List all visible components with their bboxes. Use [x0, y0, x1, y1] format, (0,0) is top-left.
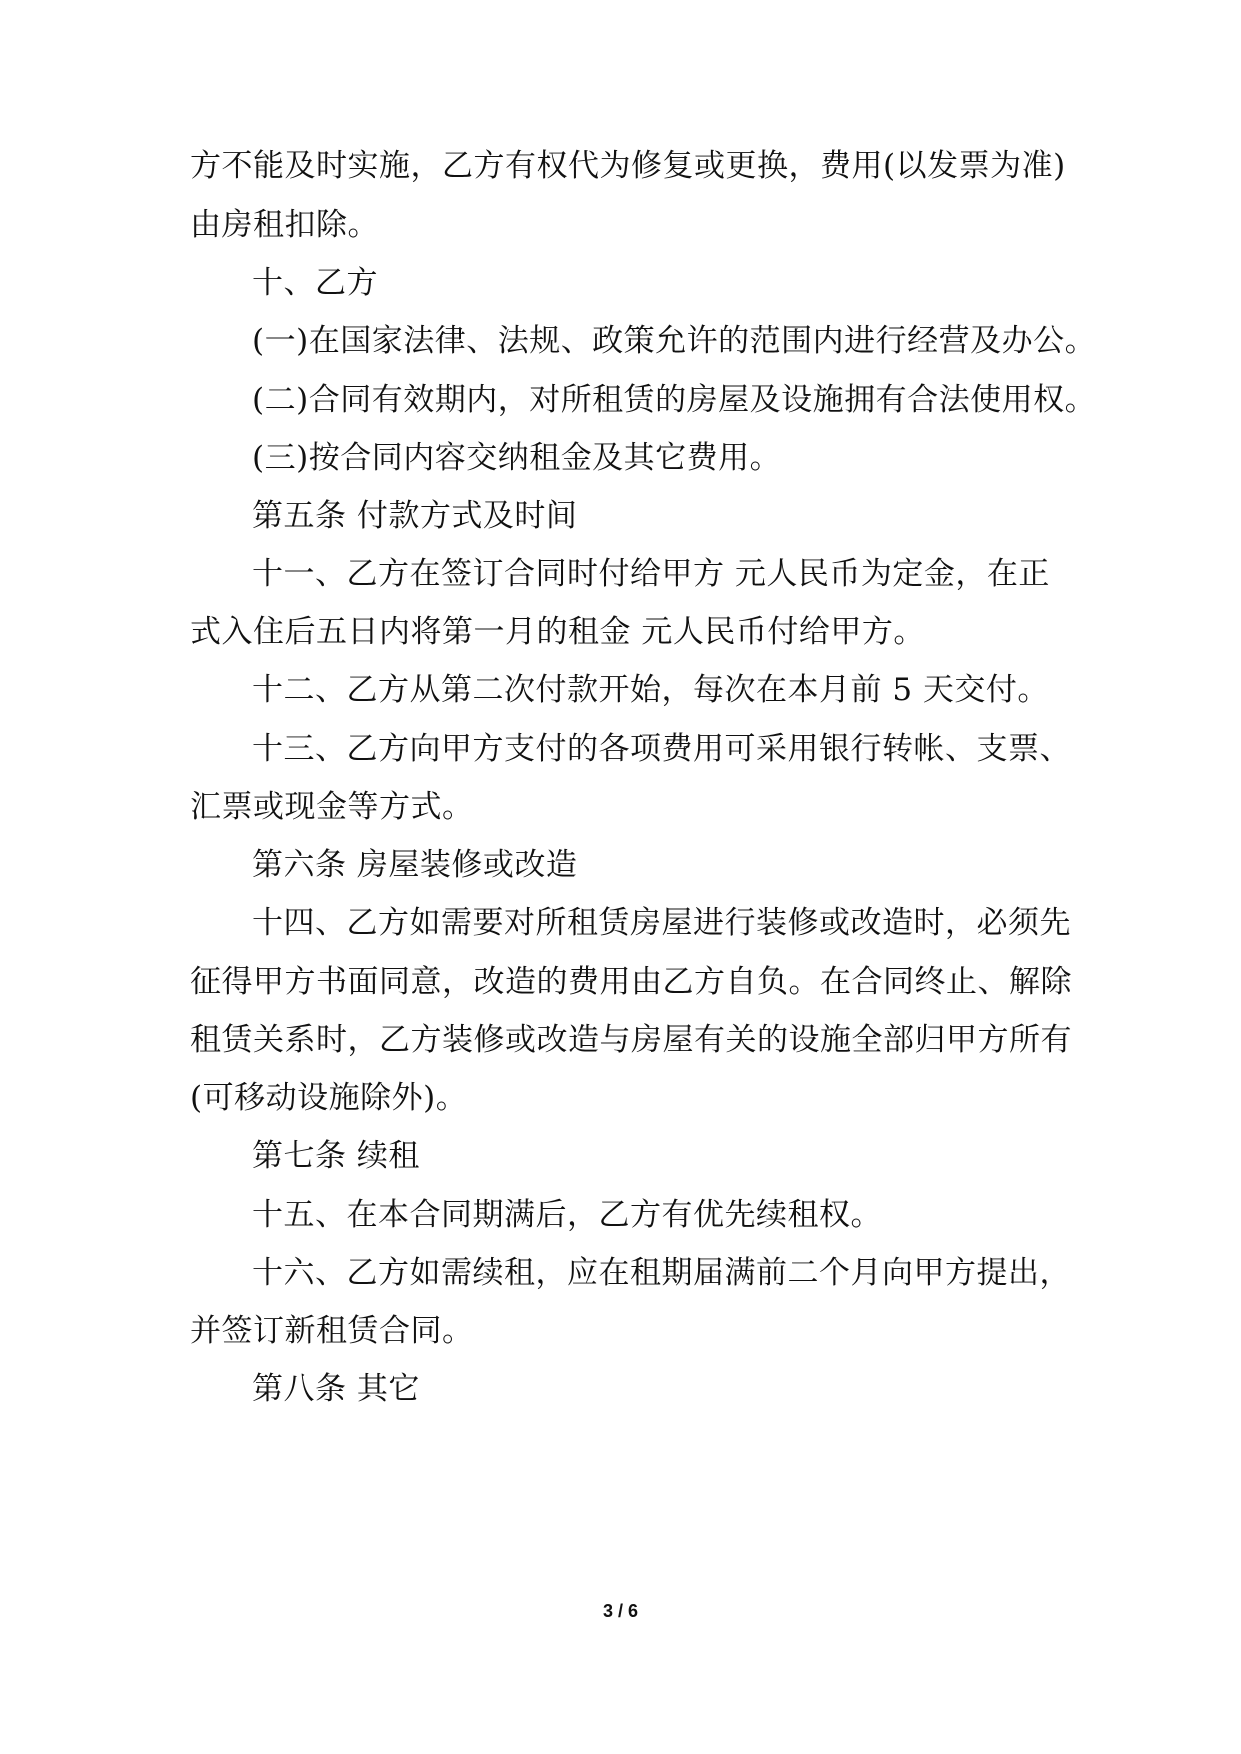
page-number: 3 / 6	[602, 1601, 639, 1621]
text-line: 式入住后五日内将第一月的租金 元人民币付给甲方。	[190, 614, 925, 650]
text-line: 十二、乙方从第二次付款开始，每次在本月前 5 天交付。	[252, 672, 1049, 708]
text-line: 征得甲方书面同意，改造的费用由乙方自负。在合同终止、解除	[190, 964, 1072, 1000]
text-line: 并签订新租赁合同。	[190, 1313, 474, 1349]
text-line: 十三、乙方向甲方支付的各项费用可采用银行转帐、支票、	[252, 731, 1071, 767]
section-heading: 十、乙方	[252, 265, 378, 301]
text-line: (可移动设施除外)。	[190, 1080, 468, 1116]
text-line: (二)合同有效期内，对所租赁的房屋及设施拥有合法使用权。	[252, 382, 1097, 418]
text-line: 方不能及时实施，乙方有权代为修复或更换，费用(以发票为准)	[190, 148, 1066, 184]
text-line: (三)按合同内容交纳租金及其它费用。	[252, 440, 782, 476]
article-heading: 第七条 续租	[252, 1138, 420, 1174]
text-line: 十六、乙方如需续租，应在租期届满前二个月向甲方提出，	[252, 1255, 1071, 1291]
text-line: 汇票或现金等方式。	[190, 789, 474, 825]
article-heading: 第六条 房屋装修或改造	[252, 847, 578, 883]
text-line: 租赁关系时，乙方装修或改造与房屋有关的设施全部归甲方所有	[190, 1022, 1072, 1058]
text-line: 十四、乙方如需要对所租赁房屋进行装修或改造时，必须先	[252, 905, 1071, 941]
text-line: 十一、乙方在签订合同时付给甲方 元人民币为定金，在正	[252, 556, 1050, 592]
text-line: 十五、在本合同期满后，乙方有优先续租权。	[252, 1197, 882, 1233]
article-heading: 第八条 其它	[252, 1371, 420, 1407]
text-line: (一)在国家法律、法规、政策允许的范围内进行经营及办公。	[252, 323, 1097, 359]
text-line: 由房租扣除。	[190, 207, 379, 243]
article-heading: 第五条 付款方式及时间	[252, 498, 578, 534]
